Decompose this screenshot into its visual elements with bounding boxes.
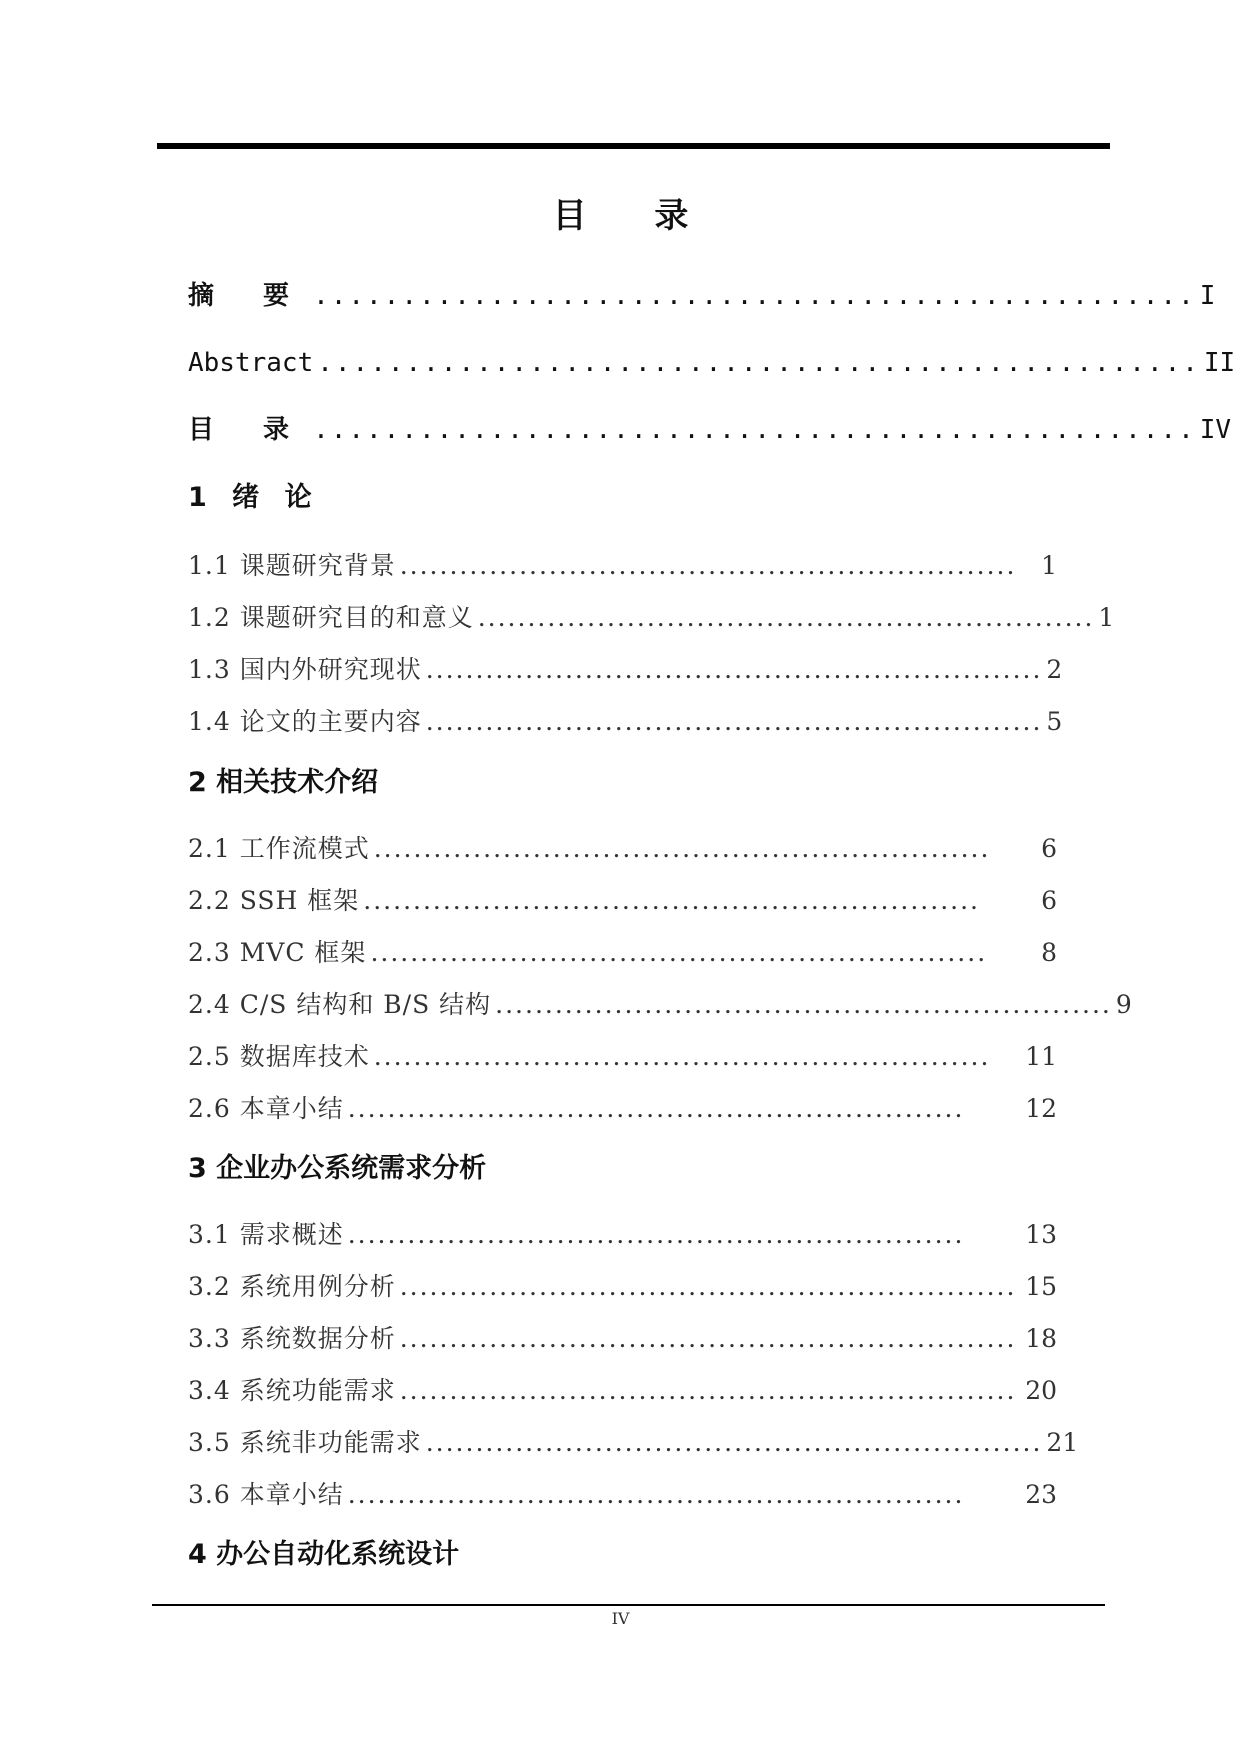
toc-entry-abstract-en[interactable] [188, 347, 1236, 379]
toc-leader-dots: .............................................................. [399, 1324, 1017, 1353]
toc-section-2-5[interactable] [188, 1042, 1057, 1072]
toc-chapter-3[interactable]: 3 企业办公系统需求分析 [188, 1153, 487, 1184]
toc-section-page: 1 [1041, 551, 1057, 580]
toc-section-label: 1.1 课题研究背景 [188, 551, 396, 580]
toc-section-page: 1 [1098, 603, 1115, 632]
toc-leader-dots: .............................................................. [363, 886, 980, 915]
toc-section-page: 15 [1025, 1272, 1057, 1301]
toc-leader-dots: .................................................. [313, 281, 1196, 311]
toc-section-page: 9 [1115, 990, 1132, 1019]
toc-leader-dots: .................................................. [317, 348, 1200, 378]
toc-leader-dots: .............................................................. [373, 834, 991, 863]
toc-entry-contents[interactable] [188, 414, 1232, 446]
toc-entry-page: II [1203, 348, 1236, 378]
toc-section-page: 12 [1025, 1094, 1057, 1123]
toc-leader-dots: .............................................................. [477, 603, 1095, 632]
toc-leader-dots: .............................................................. [425, 707, 1043, 736]
toc-section-label: 2.5 数据库技术 [188, 1042, 370, 1071]
toc-leader-dots: .............................................................. [370, 938, 988, 967]
toc-section-3-4[interactable] [188, 1376, 1057, 1406]
toc-section-2-6[interactable] [188, 1094, 1057, 1124]
toc-leader-dots: .............................................................. [373, 1042, 991, 1071]
toc-leader-dots: .............................................................. [399, 1272, 1017, 1301]
toc-section-label: 2.6 本章小结 [188, 1094, 344, 1123]
toc-chapter-4[interactable]: 4 办公自动化系统设计 [188, 1539, 460, 1570]
toc-entry-page: I [1199, 281, 1216, 311]
toc-leader-dots: .............................................................. [495, 990, 1112, 1019]
toc-section-label: 3.4 系统功能需求 [188, 1376, 396, 1405]
toc-section-label: 3.1 需求概述 [188, 1220, 344, 1249]
toc-chapter-1[interactable]: 1 绪 论 [188, 482, 320, 513]
toc-leader-dots: .............................................................. [347, 1220, 965, 1249]
toc-section-1-4[interactable] [188, 707, 1063, 737]
toc-section-page: 23 [1025, 1480, 1057, 1509]
toc-section-label: 1.4 论文的主要内容 [188, 707, 422, 736]
toc-section-label: 2.3 MVC 框架 [188, 938, 367, 967]
toc-section-3-3[interactable] [188, 1324, 1057, 1354]
toc-section-label: 2.4 C/S 结构和 B/S 结构 [188, 990, 492, 1019]
toc-section-page: 18 [1025, 1324, 1057, 1353]
toc-leader-dots: .............................................................. [425, 655, 1043, 684]
toc-section-3-6[interactable] [188, 1480, 1057, 1510]
toc-section-page: 11 [1025, 1042, 1057, 1071]
toc-section-page: 2 [1046, 655, 1063, 684]
toc-section-2-2[interactable] [188, 886, 1057, 916]
toc-chapter-2[interactable]: 2 相关技术介绍 [188, 767, 379, 798]
toc-leader-dots: .............................................................. [425, 1428, 1043, 1457]
toc-section-2-3[interactable] [188, 938, 1057, 968]
toc-leader-dots: .............................................................. [347, 1480, 965, 1509]
toc-section-3-1[interactable] [188, 1220, 1057, 1250]
toc-entry-label: Abstract [188, 348, 314, 378]
toc-leader-dots: .............................................................. [399, 1376, 1017, 1405]
toc-section-label: 3.5 系统非功能需求 [188, 1428, 422, 1457]
toc-section-page: 6 [1041, 886, 1057, 915]
toc-section-page: 6 [1041, 834, 1057, 863]
page-number: IV [611, 1609, 630, 1628]
toc-leader-dots: .................................................. [313, 415, 1196, 445]
toc-leader-dots: .............................................................. [347, 1094, 965, 1123]
toc-entry-label: 摘 要 [188, 281, 310, 311]
toc-section-2-4[interactable] [188, 990, 1132, 1020]
toc-entry-abstract-cn[interactable] [188, 280, 1216, 312]
toc-section-2-1[interactable] [188, 834, 1057, 864]
toc-section-label: 3.6 本章小结 [188, 1480, 344, 1509]
toc-title: 目 录 [552, 196, 717, 236]
toc-section-page: 13 [1025, 1220, 1057, 1249]
toc-section-label: 3.2 系统用例分析 [188, 1272, 396, 1301]
toc-section-label: 2.2 SSH 框架 [188, 886, 360, 915]
toc-entry-page: IV [1199, 415, 1232, 445]
toc-section-page: 8 [1041, 938, 1057, 967]
footer-rule [152, 1604, 1105, 1606]
toc-section-label: 3.3 系统数据分析 [188, 1324, 396, 1353]
toc-section-1-1[interactable] [188, 551, 1057, 581]
toc-section-label: 1.2 课题研究目的和意义 [188, 603, 474, 632]
toc-section-1-2[interactable] [188, 603, 1115, 633]
toc-leader-dots: .............................................................. [399, 551, 1017, 580]
toc-section-page: 21 [1046, 1428, 1079, 1457]
toc-section-3-2[interactable] [188, 1272, 1057, 1302]
toc-section-page: 5 [1046, 707, 1063, 736]
toc-section-label: 2.1 工作流模式 [188, 834, 370, 863]
toc-section-1-3[interactable] [188, 655, 1063, 685]
header-rule [157, 143, 1110, 149]
toc-section-page: 20 [1025, 1376, 1057, 1405]
toc-section-3-5[interactable] [188, 1428, 1079, 1458]
toc-section-label: 1.3 国内外研究现状 [188, 655, 422, 684]
toc-entry-label: 目 录 [188, 415, 310, 445]
